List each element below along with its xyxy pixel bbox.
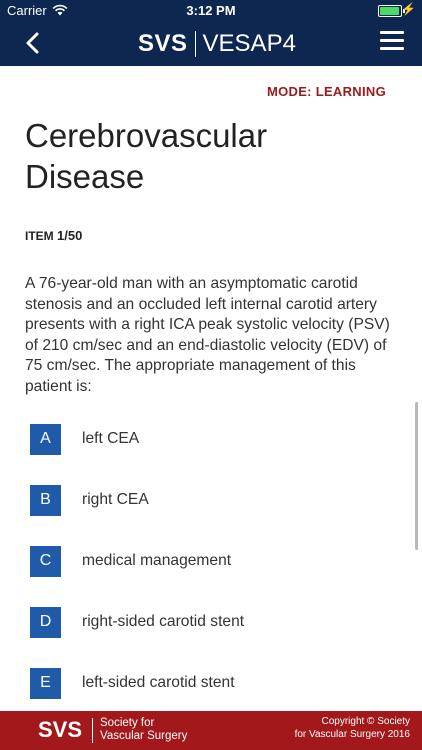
logo-svs: SVS	[138, 30, 188, 57]
answer-text: left-sided carotid stent	[82, 674, 235, 691]
answer-letter-badge: E	[30, 668, 61, 699]
question-text: A 76-year-old man with an asymptomatic carotid stenosis and an occluded left internal carotid artery presents with a right ICA peak systolic velocity (PSV) of 210 cm/sec and an end-diastolic velocity (EDV) of 75 cm/sec. The appropriate management of this patient is:	[25, 275, 390, 395]
logo-divider	[195, 31, 196, 57]
society-name	[100, 717, 187, 743]
nav-bar	[0, 22, 422, 66]
answer-text: medical management	[82, 552, 232, 569]
answer-text: right-sided carotid stent	[82, 613, 245, 630]
back-arrow-icon[interactable]	[18, 28, 48, 58]
answer-option-d[interactable]	[30, 606, 244, 638]
answer-letter-badge: A	[30, 424, 61, 455]
status-bar	[0, 0, 422, 22]
answer-letter-badge: D	[30, 607, 61, 638]
mode-indicator: MODE: LEARNING	[266, 84, 386, 99]
answer-letter-badge: C	[30, 546, 61, 577]
hamburger-menu-icon[interactable]	[380, 31, 404, 53]
society-line-1: Society for	[100, 717, 155, 729]
copyright-line-2: for Vascular Surgery 2016	[294, 728, 410, 740]
footer-logo: SVS	[38, 717, 83, 742]
top-bar	[0, 0, 422, 66]
charging-icon: ⚡	[401, 2, 416, 16]
answer-text: left CEA	[82, 430, 140, 447]
item-label: ITEM	[25, 229, 54, 243]
copyright-line-1: Copyright © Society	[321, 716, 410, 727]
answer-letter-badge: B	[30, 485, 61, 516]
answer-option-b[interactable]	[30, 484, 149, 516]
society-line-2: Vascular Surgery	[100, 730, 188, 742]
logo-vesap: VESAP4	[202, 30, 296, 57]
battery-icon	[378, 5, 402, 17]
copyright-text	[295, 716, 410, 741]
answer-option-a[interactable]	[30, 423, 139, 455]
clock: 3:12 PM	[186, 3, 236, 18]
footer	[0, 711, 422, 750]
answer-option-e[interactable]	[30, 667, 235, 699]
answer-text: right CEA	[82, 491, 149, 508]
item-number: 1/50	[57, 228, 83, 243]
footer-divider	[92, 718, 93, 743]
item-counter	[25, 228, 82, 243]
app-logo	[138, 28, 296, 60]
carrier-label: Carrier	[7, 3, 47, 18]
scrollbar[interactable]	[415, 402, 418, 550]
answer-option-c[interactable]	[30, 545, 231, 577]
section-title: Cerebrovascular Disease	[25, 117, 268, 195]
